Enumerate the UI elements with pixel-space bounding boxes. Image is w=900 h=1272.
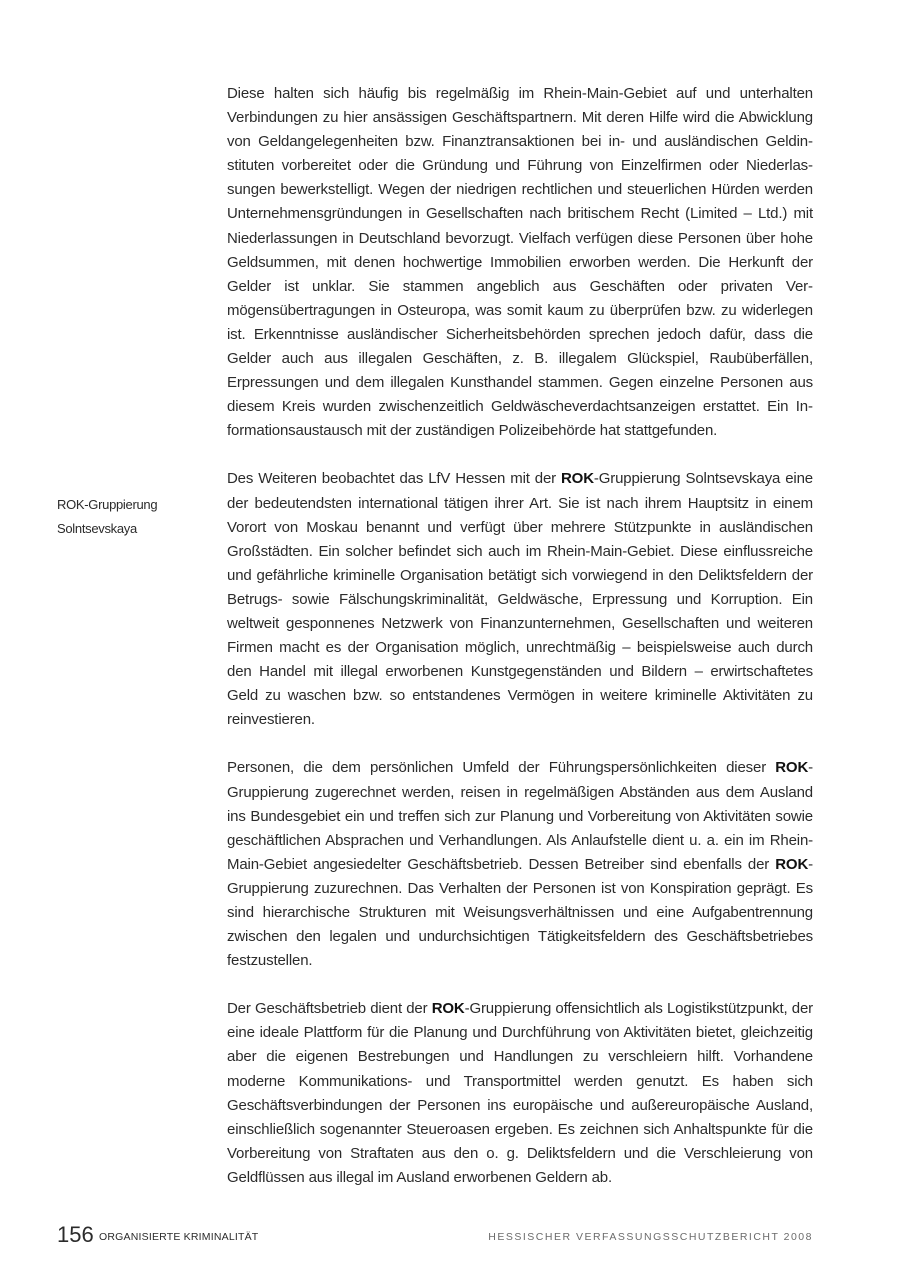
text-run: Personen, die dem persönlichen Umfeld der Führungspersönlichkeiten dieser <box>227 759 776 777</box>
marginal-note-line-2: Solntsevskaya <box>57 521 137 536</box>
paragraph-2 <box>227 467 813 732</box>
paragraph-3 <box>227 756 813 973</box>
marginal-note-line-1: ROK-Gruppierung <box>57 497 158 512</box>
text-run: -Gruppierung Solntsevskaya eine der bedeutendsten international tätigen ihrer Art. Sie ist nach ihrem Hauptsitz in einem Vorort von Moskau benannt und verfügt über mehrere Stützpunkte in ausländischen Großstädten. Ein solcher befindet sich auch im Rhein-Main-Gebiet. Diese einflussreiche und gefährliche kriminelle Organisation betätigt sich vorwiegend in den Deliktsfeldern der Betrugs- sowie Fälschungskriminalität, Geldwäsche, Erpressung und Korruption. Ein weltweit gesponnenes Netzwerk von Finanzunternehmen, Gesellschaften und weiteren Firmen macht es der Organisation möglich, unrechtmäßig – beispielsweise auch durch den Handel mit illegal erworbenen Kunstgegenständen und Bildern – erwirtschaftetes Geld zu waschen bzw. so entstandenes Vermögen in weitere kriminelle Aktivitäten zu reinvestieren. <box>227 470 813 729</box>
text-run: Der Geschäftsbetrieb dient der <box>227 1000 432 1018</box>
bold-term: ROK <box>775 855 809 873</box>
section-label: ORGANISIERTE KRIMINALITÄT <box>99 1231 259 1243</box>
paragraph-1 <box>227 82 813 443</box>
text-run: -Gruppierung zuzurechnen. Das Verhalten der Personen ist von Konspiration geprägt. Es sind hierarchische Strukturen mit Weisungsverhältnissen und eine Aufgabentrennung zwischen den legalen und undurchsichtigen Tätigkeitsfeldern des Geschäftsbetriebes festzustellen. <box>227 855 813 970</box>
text-run: Des Weiteren beobachtet das LfV Hessen mit der <box>227 470 561 488</box>
text-run: Diese halten sich häufig bis regelmäßig im Rhein-Main-Gebiet auf und unterhalten Verbindungen zu hier ansässigen Geschäftspartnern. Mit deren Hilfe wird die Abwicklung von Geldangelegenheiten bzw. Finanztransaktionen bei in- und ausländischen Geldinstituten vorbereitet oder die Gründung und Führung von Einzelfirmen oder Niederlassungen bewerkstelligt. Wegen der niedrigen rechtlichen und steuerlichen Hürden werden Unternehmensgründungen in Gesellschaften nach britischem Recht (Limited – Ltd.) mit Niederlassungen in Deutschland bevorzugt. Vielfach verfügen diese Personen über hohe Geldsummen, mit denen hochwertige Immobilien erworben werden. Die Herkunft der Gelder ist unklar. Sie stammen angeblich aus Geschäften oder privaten Vermögensübertragungen in Osteuropa, was somit kaum zu überprüfen bzw. zu widerlegen ist. Erkenntnisse ausländischer Sicherheitsbehörden sprechen jedoch dafür, dass die Gelder auch aus illegalen Geschäften, z. B. illegalem Glückspiel, Raubüberfällen, Erpressungen und dem illegalen Kunsthandel stammen. Gegen einzelne Personen aus diesem Kreis wurden zwischenzeitlich Geldwäscheverdachtsanzeigen erstattet. Ein Informationsaustausch mit der zuständigen Polizeibehörde hat stattgefunden. <box>227 85 813 440</box>
page-number: 156 <box>57 1222 94 1247</box>
paragraph-4 <box>227 997 813 1190</box>
page-footer <box>57 1220 813 1250</box>
bold-term: ROK <box>561 470 594 488</box>
bold-term: ROK <box>431 1000 465 1018</box>
text-run: -Gruppierung zugerechnet werden, reisen in regelmäßigen Abständen aus dem Ausland ins Bundesgebiet ein und treffen sich zur Planung und Vorbereitung von Aktivitäten sowie geschäftlichen Absprachen und Verhandlungen. Als Anlaufstelle dient u. a. ein im Rhein-Main-Gebiet angesiedelter Geschäftsbetrieb. Dessen Betreiber sind ebenfalls der <box>227 759 813 873</box>
report-title: HESSISCHER VERFASSUNGSSCHUTZBERICHT 2008 <box>488 1231 813 1243</box>
bold-term: ROK <box>775 759 809 777</box>
text-run: -Gruppierung offensichtlich als Logistikstützpunkt, der eine ideale Plattform für die Planung und Durchführung von Aktivitäten bietet, gleichzeitig aber die eigenen Bestrebungen und Handlungen zu verschleiern hilft. Vorhandene moderne Kommunikations- und Transportmittel werden genutzt. Es haben sich Geschäftsverbindungen der Personen ins europäische und außereuropäische Ausland, einschließlich sogenannter Steueroasen ergeben. Es zeichnen sich Anhaltspunkte für die Vorbereitung von Straftaten aus den o. g. Deliktsfeldern und die Verschleierung von Geldflüssen aus illegal im Ausland erworbenen Geldern ab. <box>227 1000 813 1186</box>
body-text <box>227 82 813 1214</box>
marginal-note <box>57 493 207 541</box>
